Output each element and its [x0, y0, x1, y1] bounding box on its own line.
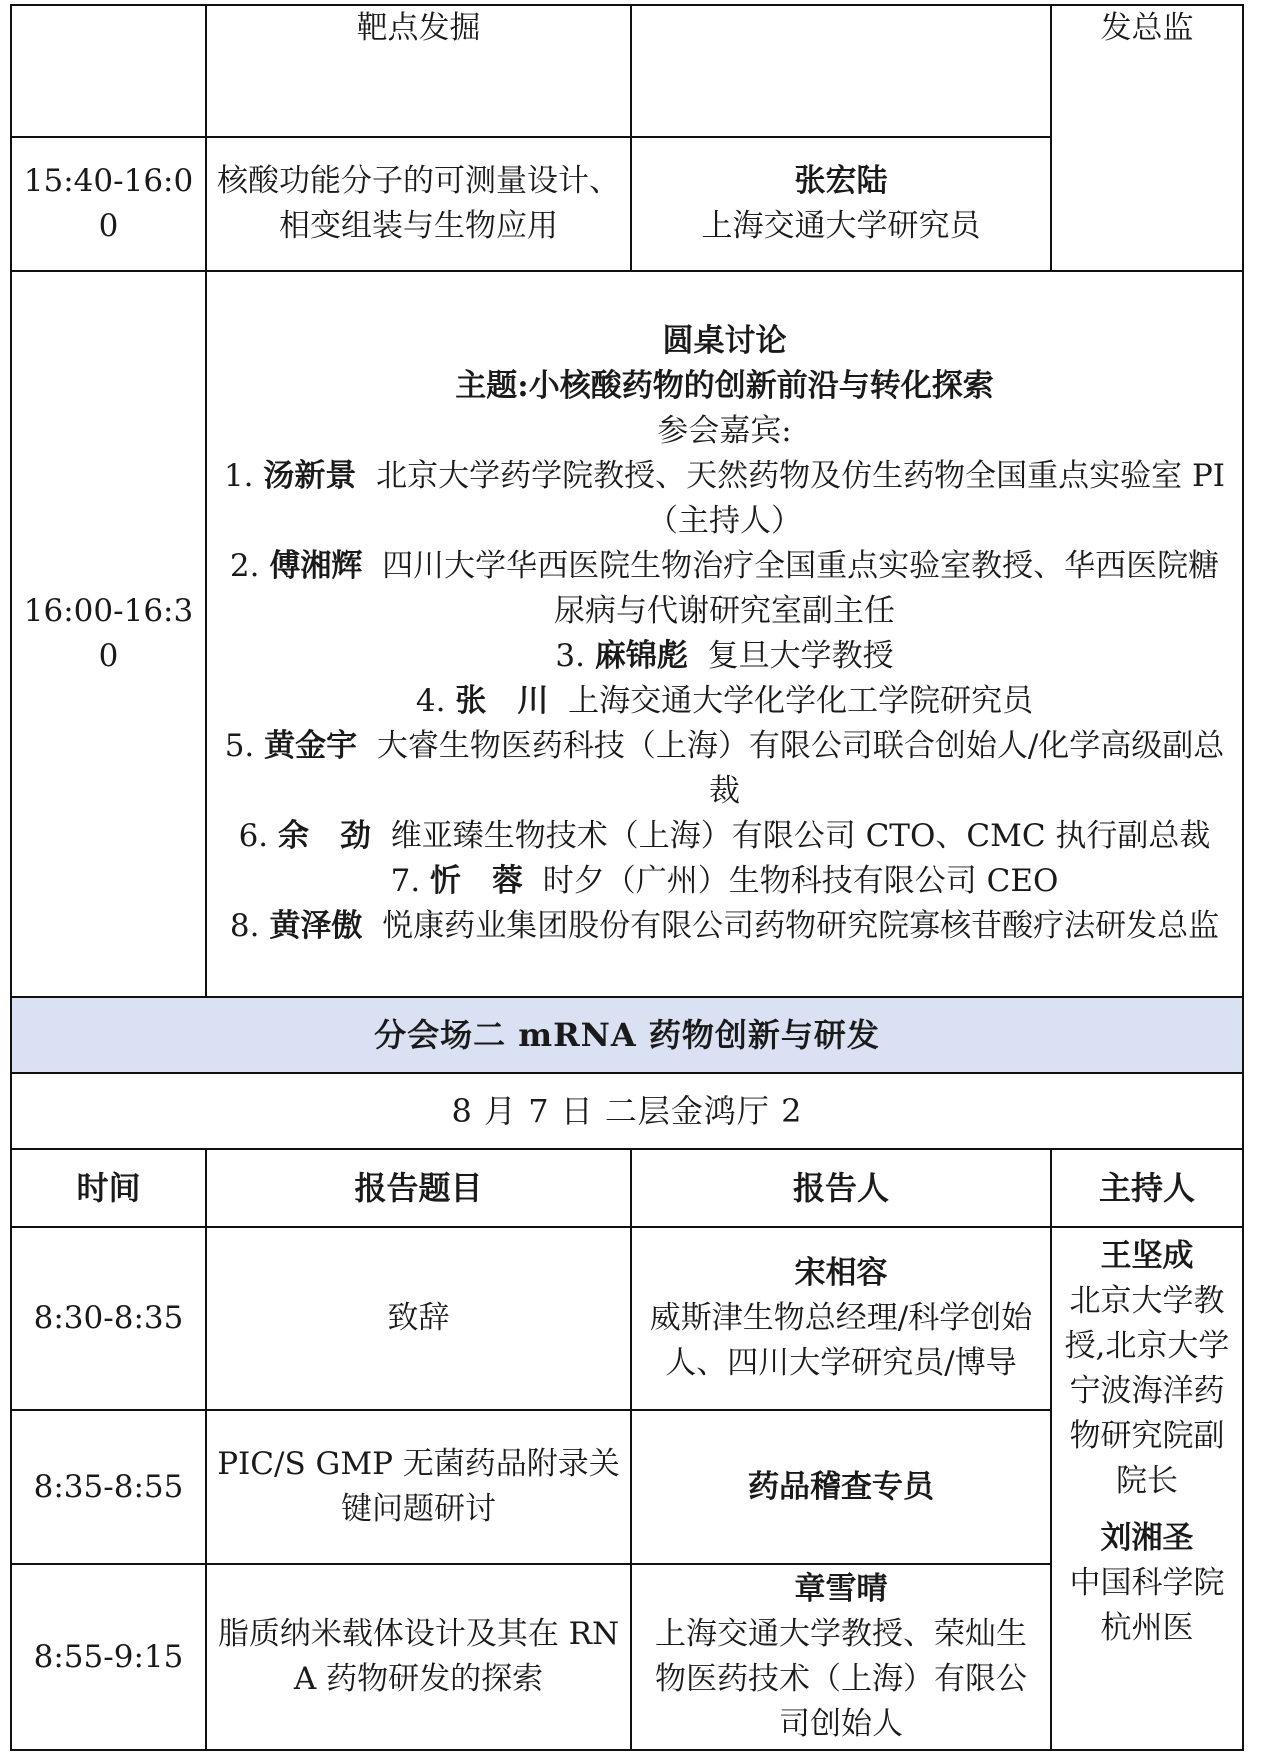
list-item: [217, 814, 1232, 859]
guest-description: 北京大学药学院教授、天然药物及仿生药物全国重点实验室 PI（主持人）: [376, 458, 1226, 539]
speaker-name: 张宏陆: [794, 163, 888, 199]
list-item: [217, 544, 1232, 634]
session-date-row: [11, 1073, 1243, 1149]
moderator-name: 刘湘圣: [1100, 1520, 1194, 1556]
guest-name: 余 劲: [278, 818, 371, 854]
guest-name: 忻 蓉: [430, 863, 524, 899]
moderator-cell: [1051, 1227, 1243, 1750]
report-title-cell: [206, 1564, 631, 1750]
speaker-name: 章雪晴: [794, 1571, 888, 1607]
schedule-table: [10, 4, 1244, 1751]
list-item: [217, 859, 1232, 904]
list-item: [217, 634, 1232, 679]
speaker-affiliation: 上海交通大学教授、荣灿生物医药技术（上海）有限公司创始人: [655, 1616, 1027, 1742]
guest-name: 汤新景: [263, 458, 357, 494]
guest-description: 维亚臻生物技术（上海）有限公司 CTO、CMC 执行副总裁: [390, 818, 1211, 854]
guest-number: 6.: [238, 818, 269, 854]
roundtable-cell: [206, 271, 1243, 997]
guest-description: 悦康药业集团股份有限公司药物研究院寡核苷酸疗法研发总监: [382, 908, 1220, 944]
guest-number: 3.: [555, 638, 585, 674]
time-cell: 8:55-9:15: [11, 1564, 206, 1750]
guest-name: 张 川: [455, 683, 549, 719]
moderator-affiliation: 中国科学院杭州医: [1069, 1565, 1225, 1646]
table-row: [11, 1227, 1243, 1410]
time-cell: 15:40-16:00: [11, 137, 206, 271]
guest-description: 时夕（广州）生物科技有限公司 CEO: [542, 863, 1059, 899]
report-title: PIC/S GMP 无菌药品附录关键问题研讨: [217, 1446, 620, 1527]
guest-description: 上海交通大学化学化工学院研究员: [568, 683, 1034, 719]
guest-name: 黄金宇: [264, 728, 358, 764]
header-row: [11, 1149, 1243, 1227]
report-title: 脂质纳米载体设计及其在 RNA 药物研发的探索: [217, 1616, 620, 1697]
session-date-venue: 8 月 7 日 二层金鸿厅 2: [11, 1073, 1243, 1149]
report-title-cell: [206, 137, 631, 271]
table-row: [11, 5, 1243, 137]
guest-description: 复旦大学教授: [707, 638, 894, 674]
header-title: 报告题目: [206, 1149, 631, 1227]
roundtable-row: [11, 271, 1243, 997]
header-time: 时间: [11, 1149, 206, 1227]
guest-name: 傅湘辉: [269, 548, 363, 584]
report-title: 致辞: [387, 1300, 450, 1336]
guest-number: 4.: [415, 683, 446, 719]
speaker-cell: [631, 1227, 1051, 1410]
guest-number: 2.: [229, 548, 260, 584]
speaker-cell: [631, 1410, 1051, 1564]
report-title-cell: [206, 1410, 631, 1564]
speaker-cell: [631, 1564, 1051, 1750]
session-banner-row: [11, 997, 1243, 1073]
guest-name: 黄泽傲: [269, 908, 363, 944]
report-title-cell: [206, 1227, 631, 1410]
moderator-affiliation: 北京大学教授,北京大学宁波海洋药物研究院副院长: [1064, 1283, 1230, 1499]
speaker-name: 药品稽查专员: [748, 1468, 934, 1505]
speaker-name: 宋相容: [794, 1255, 888, 1291]
guests-label: 参会嘉宾:: [657, 413, 792, 449]
speaker-cell: [631, 137, 1051, 271]
session-banner: 分会场二 mRNA 药物创新与研发: [11, 997, 1243, 1073]
roundtable-theme: 主题:小核酸药物的创新前沿与转化探索: [455, 368, 994, 404]
list-item: [217, 454, 1232, 544]
guest-name: 麻锦彪: [594, 638, 688, 674]
guest-number: 5.: [224, 728, 255, 764]
moderator-name: 王坚成: [1100, 1238, 1194, 1274]
guest-number: 8.: [229, 908, 260, 944]
time-cell: [11, 5, 206, 137]
guest-number: 1.: [223, 458, 254, 494]
moderator-cell: [1051, 5, 1243, 271]
speaker-affiliation: 威斯津生物总经理/科学创始人、四川大学研究员/博导: [649, 1300, 1033, 1381]
time-cell: 8:30-8:35: [11, 1227, 206, 1410]
list-item: [217, 724, 1232, 814]
report-title: 核酸功能分子的可测量设计、相变组装与生物应用: [217, 163, 620, 244]
time-cell: 8:35-8:55: [11, 1410, 206, 1564]
time-cell: 16:00-16:30: [11, 271, 206, 997]
list-item: [217, 904, 1232, 949]
report-title-cell: [206, 5, 631, 137]
moderator-affil-tail: 发总监: [1100, 10, 1194, 46]
list-item: [217, 679, 1232, 724]
speaker-cell: [631, 5, 1051, 137]
speaker-affiliation: 上海交通大学研究员: [701, 208, 981, 244]
header-moderator: 主持人: [1051, 1149, 1243, 1227]
guest-number: 7.: [390, 863, 421, 899]
header-speaker: 报告人: [631, 1149, 1051, 1227]
report-title: 靶点发掘: [356, 10, 481, 46]
guest-description: 四川大学华西医院生物治疗全国重点实验室教授、华西医院糖尿病与代谢研究室副主任: [382, 548, 1220, 629]
roundtable-heading: 圆桌讨论: [662, 323, 787, 359]
guest-description: 大睿生物医药科技（上海）有限公司联合创始人/化学高级副总裁: [376, 728, 1225, 809]
guest-list: [217, 454, 1232, 949]
